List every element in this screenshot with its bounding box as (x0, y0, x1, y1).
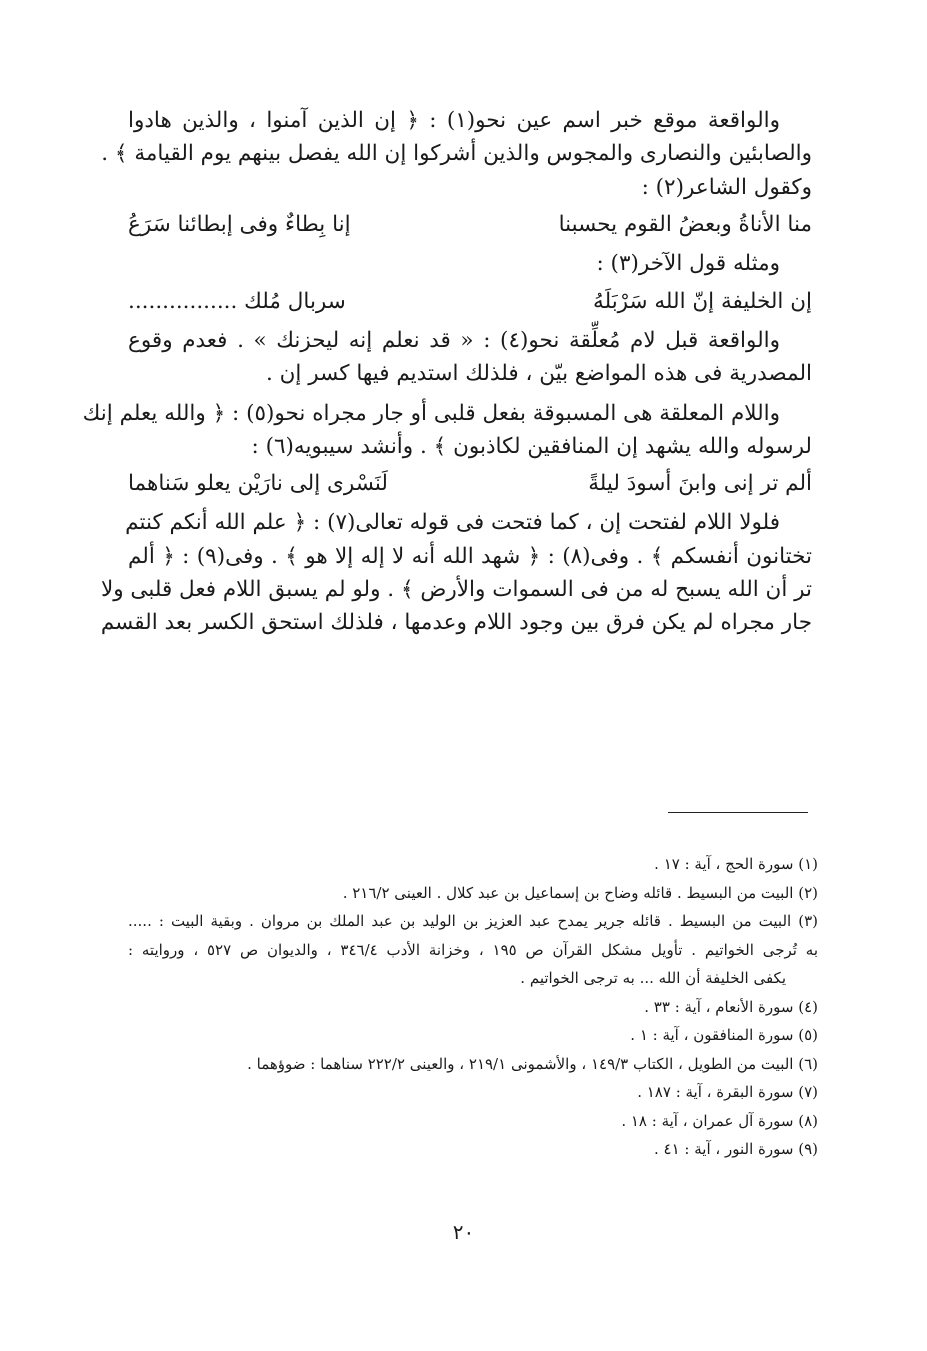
verse-second-hemistich: إنا بِطاءٌ وفى إبطائنا سَرَعُ (128, 211, 351, 237)
footnote: (٤) سورة الأنعام ، آية : ٣٣ . (644, 997, 818, 1016)
page-number: ٢٠ (452, 1220, 475, 1244)
text-line: لرسوله والله يشهد إن المنافقين لكاذبون ﴾ . وأنشد سيبويه(٦) : (251, 433, 812, 459)
paragraph-2 (128, 324, 812, 391)
footnote: (٥) سورة المنافقون ، آية : ١ . (630, 1026, 818, 1044)
footnote-continuation: يكفى الخليفة أن الله ... به ترجى الخواتيم . (520, 969, 786, 987)
paragraph-3 (82, 397, 812, 464)
verse-first-hemistich: ألم تر إنى وابنَ أسودَ ليلةً (588, 471, 812, 497)
text-line: ومثله قول الآخر(٣) : (596, 251, 780, 277)
poetry-verse-1 (128, 208, 812, 241)
text-line: فلولا اللام لفتحت إن ، كما فتحت فى قوله تعالى(٧) : ﴿ علم الله أنكم كنتم (125, 510, 780, 536)
footnote: (٨) سورة آل عمران ، آية : ١٨ . (621, 1111, 818, 1130)
footnote: (٢) البيت من البسيط . قائله وضاح بن إسماعيل بن عبد كلال . العينى ٢١٦/٢ . (342, 883, 818, 902)
text-line: والصابئين والنصارى والمجوس والذين أشركوا إن الله يفصل بينهم يوم القيامة ﴾ . (101, 141, 812, 167)
text-line: والواقعة موقع خبر اسم عين نحو(١) : ﴿ إن الذين آمنوا ، والذين هادوا (128, 108, 780, 133)
footnote-continuation: به تُرجى الخواتيم . تأويل مشكل القرآن ص ١٩٥ ، وخزانة الأدب ٣٤٦/٤ ، والديوان ص ٥٢٧ ، وروايته : (128, 940, 818, 959)
footnote: (٧) سورة البقرة ، آية : ١٨٧ . (637, 1083, 818, 1101)
paragraph-4 (100, 506, 812, 639)
footnote: (٦) البيت من الطويل ، الكتاب ١٤٩/٣ ، والأشمونى ٢١٩/١ ، والعينى ٢٢٢/٢ سناهما : ضوؤهما . (247, 1054, 818, 1073)
main-text (82, 104, 812, 644)
footnote: (٣) البيت من البسيط . قائله جرير يمدح عبد العزيز بن الوليد بن عبد الملك بن مروان . وبقية البيت : ..... (128, 912, 818, 930)
text-line: جار مجراه لم يكن فرق بين وجود اللام وعدمها ، فلذلك استحق الكسر بعد القسم (100, 610, 812, 636)
footnote: (١) سورة الحج ، آية : ١٧ . (654, 855, 818, 873)
text-line: تر أن الله يسبح له من فى السموات والأرض ﴾ . ولو لم يسبق اللام فعل قلبى ولا (100, 577, 812, 603)
poetry-verse-2 (128, 285, 812, 318)
poetry-verse-3 (128, 467, 812, 500)
paragraph-1 (101, 104, 812, 204)
text-line: وكقول الشاعر(٢) : (641, 174, 812, 200)
text-line: تختانون أنفسكم ﴾ . وفى(٨) : ﴿ شهد الله أنه لا إله إلا هو ﴾ . وفى(٩) : ﴿ ألم (128, 543, 812, 569)
verse-second-hemistich: لَنَسْرى إلى نارَيْن يعلو سَناهما (128, 471, 388, 497)
verse-first-hemistich: إن الخليفة إنّ الله سَرْبَلَهُ (593, 288, 812, 314)
verse-second-hemistich: سربال مُلك ................ (128, 288, 346, 314)
verse-first-hemistich: منا الأناةُ وبعضُ القوم يحسبنا (558, 211, 812, 237)
footnotes (128, 850, 818, 1164)
footnote-divider (668, 812, 808, 813)
text-line: واللام المعلقة هى المسبوقة بفعل قلبى أو جار مجراه نحو(٥) : ﴿ والله يعلم إنك (82, 400, 780, 426)
text-line: المصدرية فى هذه المواضع بيّن ، فلذلك استديم فيها كسر إن . (265, 361, 812, 387)
footnote: (٩) سورة النور ، آية : ٤١ . (653, 1140, 818, 1158)
text-line: والواقعة قبل لام مُعلِّقة نحو(٤) : « قد نعلم إنه ليحزنك » . فعدم وقوع (128, 327, 781, 353)
